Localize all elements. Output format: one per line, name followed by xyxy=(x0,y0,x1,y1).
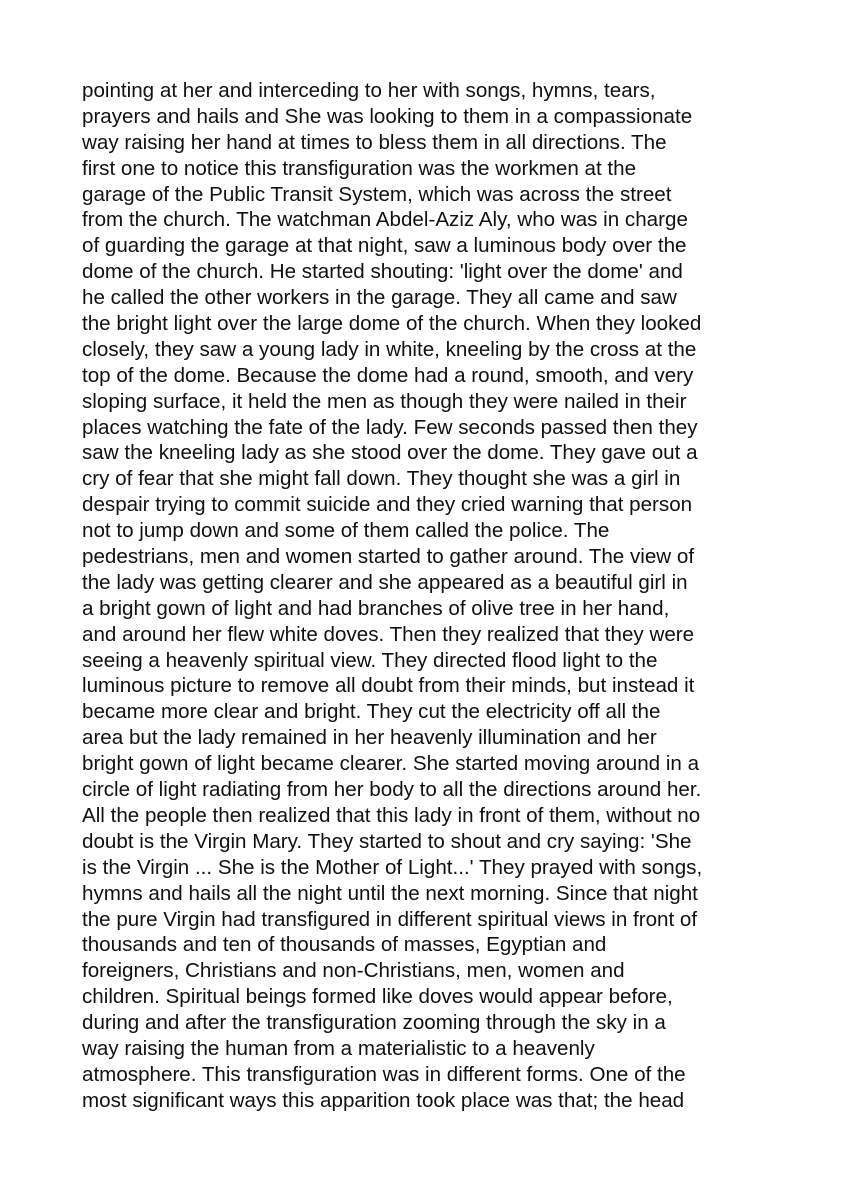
text-line: seeing a heavenly spiritual view. They directed flood light to the xyxy=(82,648,658,672)
text-line: places watching the fate of the lady. Few seconds passed then they xyxy=(82,415,698,439)
text-line: garage of the Public Transit System, which was across the street xyxy=(82,182,672,206)
text-line: bright gown of light became clearer. She started moving around in a xyxy=(82,752,700,776)
text-line: closely, they saw a young lady in white, kneeling by the cross at the xyxy=(82,337,697,361)
text-line: saw the kneeling lady as she stood over the dome. They gave out a xyxy=(82,441,698,465)
text-line: area but the lady remained in her heavenly illumination and her xyxy=(82,726,657,750)
text-line: luminous picture to remove all doubt from their minds, but instead it xyxy=(82,674,695,698)
text-line: first one to notice this transfiguration was the workmen at the xyxy=(82,156,637,180)
text-line: way raising the human from a materialistic to a heavenly xyxy=(82,1036,595,1060)
text-line: All the people then realized that this lady in front of them, without no xyxy=(82,803,701,827)
text-line: circle of light radiating from her body to all the directions around her. xyxy=(82,778,702,802)
text-line: thousands and ten of thousands of masses, Egyptian and xyxy=(82,933,607,957)
text-line: the pure Virgin had transfigured in different spiritual views in front of xyxy=(82,907,698,931)
text-line: of guarding the garage at that night, saw a luminous body over the xyxy=(82,234,687,258)
text-line: children. Spiritual beings formed like doves would appear before, xyxy=(82,985,673,1009)
text-line: top of the dome. Because the dome had a round, smooth, and very xyxy=(82,363,694,387)
text-line: became more clear and bright. They cut the electricity off all the xyxy=(82,700,661,724)
text-line: he called the other workers in the garage. They all came and saw xyxy=(82,286,677,310)
text-line: the bright light over the large dome of the church. When they looked xyxy=(82,312,702,336)
text-line: most significant ways this apparition took place was that; the head xyxy=(82,1088,685,1112)
text-line: a bright gown of light and had branches of olive tree in her hand, xyxy=(82,596,670,620)
text-line: and around her flew white doves. Then they realized that they were xyxy=(82,622,695,646)
text-line: cry of fear that she might fall down. They thought she was a girl in xyxy=(82,467,681,491)
text-line: atmosphere. This transfiguration was in different forms. One of the xyxy=(82,1062,686,1086)
text-line: is the Virgin ... She is the Mother of Light...' They prayed with songs, xyxy=(82,855,703,879)
text-line: hymns and hails all the night until the next morning. Since that night xyxy=(82,881,698,905)
body-text xyxy=(82,78,782,1114)
text-line: not to jump down and some of them called the police. The xyxy=(82,519,610,543)
text-line: despair trying to commit suicide and they cried warning that person xyxy=(82,493,693,517)
text-line: sloping surface, it held the men as though they were nailed in their xyxy=(82,389,687,413)
text-line: from the church. The watchman Abdel-Aziz Aly, who was in charge xyxy=(82,208,688,232)
text-line: during and after the transfiguration zooming through the sky in a xyxy=(82,1011,666,1035)
text-line: prayers and hails and She was looking to them in a compassionate xyxy=(82,104,693,128)
text-line: doubt is the Virgin Mary. They started to shout and cry saying: 'She xyxy=(82,829,692,853)
text-line: pointing at her and interceding to her with songs, hymns, tears, xyxy=(82,79,656,102)
text-line: pedestrians, men and women started to gather around. The view of xyxy=(82,545,695,569)
text-line: dome of the church. He started shouting: 'light over the dome' and xyxy=(82,260,683,284)
text-line: way raising her hand at times to bless them in all directions. The xyxy=(82,130,667,154)
text-line: the lady was getting clearer and she appeared as a beautiful girl in xyxy=(82,570,688,594)
text-line: foreigners, Christians and non-Christians, men, women and xyxy=(82,959,625,983)
